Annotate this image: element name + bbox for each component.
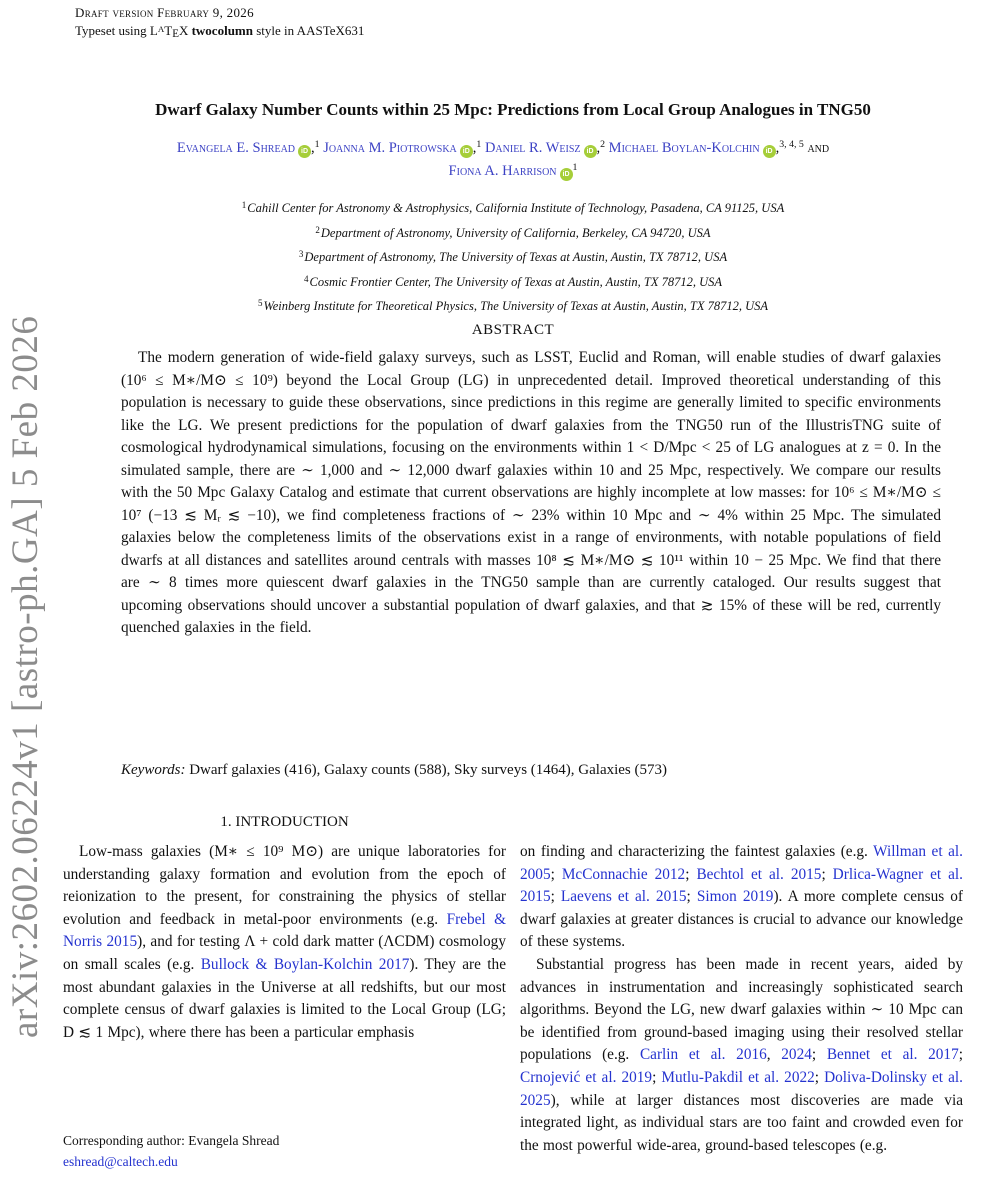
affiliation-number: 3	[298, 249, 304, 260]
author-list-line2	[63, 162, 963, 181]
text-segment: 1	[572, 162, 578, 173]
affiliation-5	[63, 293, 963, 318]
text-segment: ;	[550, 865, 562, 883]
keywords-label: Keywords:	[121, 762, 190, 778]
text-segment: Low-mass galaxies (M∗ ≤ 10⁹ M⊙) are unique laboratories for understanding galaxy formation and evolution from the epoch of reionization to the present, for constraining the physics of stellar evolution and feedback in metal-poor environments (e.g.	[63, 843, 506, 928]
text-segment: ). They are the most abundant galaxies in the Universe at all redshifts, but our most complete census of dwarf galaxies is limited to the Local Group (LG; D ≲ 1 Mpc), where there has been a particular emphasis	[63, 955, 506, 1041]
draft-header	[75, 4, 364, 43]
text-segment: ,	[775, 139, 780, 156]
citation-link[interactable]: Crnojević et al. 2019	[520, 1068, 653, 1086]
text-segment: ;	[550, 888, 561, 906]
keywords-line	[121, 762, 941, 779]
text-segment: 3, 4, 5	[779, 139, 804, 150]
text-segment: A	[157, 24, 165, 34]
affiliation-text: Weinberg Institute for Theoretical Physics, The University of Texas at Austin, Austin, TX 78712, USA	[263, 299, 769, 314]
citation-link[interactable]: 2024	[781, 1046, 812, 1064]
affiliation-2	[63, 220, 963, 245]
text-segment: ), while at larger distances most discoveries are made via integrated light, as individual stars are too faint and crowded even for the most powerful wide-area, ground-based telescopes (e.g.	[520, 1091, 963, 1154]
text-segment: T	[164, 22, 173, 38]
text-segment: ;	[814, 1068, 825, 1086]
citation-link[interactable]: Frebel & Norris 2015	[63, 910, 506, 951]
text-segment: 1	[314, 139, 320, 150]
arxiv-watermark: arXiv:2602.06224v1 [astro-ph.GA] 5 Feb 2026	[5, 315, 46, 1038]
orcid-icon[interactable]: iD	[763, 145, 776, 158]
paper-title: Dwarf Galaxy Number Counts within 25 Mpc: Predictions from Local Group Analogues in TNG50	[155, 100, 871, 119]
text-segment: ,	[596, 139, 601, 156]
text-segment: ;	[958, 1046, 963, 1064]
text-segment: ,	[311, 139, 315, 156]
text-segment: Michael Boylan-Kolchin	[605, 139, 760, 156]
affiliations-block	[63, 195, 963, 318]
section-1-heading: 1. INTRODUCTION	[220, 814, 349, 830]
citation-link[interactable]: McConnachie 2012	[561, 865, 686, 883]
orcid-icon[interactable]: iD	[298, 145, 311, 158]
citation-link[interactable]: Bullock & Boylan-Kolchin 2017	[200, 955, 410, 973]
corresponding-author-label: Corresponding author: Evangela Shread	[63, 1133, 280, 1148]
text-segment: and	[803, 139, 830, 156]
abstract-text: The modern generation of wide-field galaxy surveys, such as LSST, Euclid and Roman, will enable studies of dwarf galaxies (10⁶ ≤ M∗/M⊙ ≤ 10⁹) beyond the Local Group (LG) in unprecedented detail. Improved theoretical understanding of this population is necessary to guide these observations, since predictions in this regime are generally limited to specific environments like the LG. We present predictions for the population of dwarf galaxies from the TNG50 run of the IllustrisTNG suite of cosmological hydrodynamical simulations, focusing on the environments within 1 < D/Mpc < 25 of LG analogues at z = 0. In the simulated sample, there are ∼ 1,000 and ∼ 12,000 dwarf galaxies within 10 and 25 Mpc, respectively. We compare our results with the 50 Mpc Galaxy Catalog and estimate that current observations are highly incomplete at low masses: for 10⁶ ≤ M∗/M⊙ ≤ 10⁷ (−13 ≲ Mᵣ ≲ −10), we find completeness fractions of ∼ 23% within 10 Mpc and ∼ 4% within 25 Mpc. The simulated galaxies below the completeness limits of the observations exist in a range of environments, with notable populations of field dwarfs at all distances and satellites around centrals with masses 10⁸ ≲ M∗/M⊙ ≲ 10¹¹ within 10 − 25 Mpc. We find that there are ∼ 8 times more quiescent dwarf galaxies in the TNG50 sample than are currently cataloged. Our results suggest that upcoming observations should uncover a substantial population of dwarf galaxies, and that ≳ 15% of these will be red, currently quenched galaxies in the field.	[121, 349, 941, 636]
affiliation-number: 1	[241, 200, 247, 210]
corresponding-author-email[interactable]: eshread@caltech.edu	[63, 1154, 178, 1169]
text-segment: ). A more complete census of dwarf galaxies at greater distances is crucial to advance our knowledge of these systems.	[520, 888, 963, 951]
affiliation-number: 5	[257, 298, 263, 309]
affiliation-text: Department of Astronomy, The University of Texas at Austin, Austin, TX 78712, USA	[304, 250, 728, 265]
text-segment: ,	[472, 139, 477, 156]
affiliation-1	[63, 195, 963, 220]
text-segment: 2	[600, 139, 606, 150]
text-segment: E	[172, 27, 179, 40]
text-segment: ;	[686, 888, 697, 906]
text-segment: ), and for testing Λ + cold dark matter (ΛCDM) cosmology on small scales (e.g.	[63, 933, 506, 973]
text-segment: twocolumn	[191, 22, 253, 38]
text-segment: on finding and characterizing the faintest galaxies (e.g.	[520, 843, 874, 860]
intro-paragraph-2	[520, 954, 963, 1157]
text-segment: X	[178, 22, 192, 38]
affiliation-3	[63, 244, 963, 269]
text-segment: Substantial progress has been made in recent years, aided by advances in instrumentation and increasingly sophisticated search algorithms. Beyond the LG, new dwarf galaxies within ∼ 10 Mpc can be identified from ground-based imaging using their resolved stellar populations (e.g.	[520, 955, 963, 1064]
text-segment: Daniel R. Weisz	[481, 139, 581, 156]
text-segment: Joanna M. Piotrowska	[319, 139, 457, 156]
citation-link[interactable]: Willman et al. 2005	[520, 843, 963, 883]
orcid-icon[interactable]: iD	[584, 145, 597, 158]
citation-link[interactable]: Carlin et al. 2016	[639, 1046, 767, 1064]
draft-version-line: Draft version February 9, 2026	[75, 5, 254, 20]
text-segment: style in AASTeX631	[252, 22, 365, 38]
intro-paragraph-1-continued	[520, 841, 963, 954]
text-segment: ;	[652, 1068, 662, 1086]
text-segment: Typeset using L	[75, 22, 158, 38]
typeset-note-line	[75, 21, 364, 43]
intro-paragraph-1	[63, 841, 506, 1044]
citation-link[interactable]: Doliva-Dolinsky et al. 2025	[520, 1068, 963, 1109]
citation-link[interactable]: Mutlu-Pakdil et al. 2022	[661, 1068, 815, 1086]
text-segment: Fiona A. Harrison	[448, 162, 557, 179]
left-column	[63, 841, 506, 1044]
text-segment: 1	[476, 139, 482, 150]
right-column	[520, 841, 963, 1200]
text-segment: ;	[811, 1046, 827, 1064]
affiliation-4	[63, 269, 963, 294]
text-segment: Evangela E. Shread	[176, 139, 296, 156]
keywords-text: Dwarf galaxies (416), Galaxy counts (588), Sky surveys (1464), Galaxies (573)	[189, 762, 667, 778]
orcid-icon[interactable]: iD	[460, 145, 473, 158]
affiliation-text: Cahill Center for Astronomy & Astrophysics, California Institute of Technology, Pasadena, CA 91125, USA	[247, 201, 785, 216]
affiliation-text: Department of Astronomy, University of California, Berkeley, CA 94720, USA	[320, 225, 711, 240]
text-segment: ,	[766, 1046, 782, 1064]
affiliation-number: 4	[304, 273, 309, 284]
citation-link[interactable]: Drlica-Wagner et al. 2015	[520, 865, 963, 906]
corresponding-author-block	[63, 1130, 506, 1172]
text-segment: ;	[685, 865, 697, 883]
author-list-line1	[30, 139, 976, 158]
text-segment: ;	[821, 865, 833, 883]
abstract-heading: ABSTRACT	[471, 322, 555, 338]
citation-link[interactable]: Bennet et al. 2017	[826, 1046, 959, 1064]
orcid-icon[interactable]: iD	[560, 168, 573, 181]
affiliation-text: Cosmic Frontier Center, The University of Texas at Austin, Austin, TX 78712, USA	[309, 274, 722, 289]
citation-link[interactable]: Bechtol et al. 2015	[696, 865, 822, 883]
citation-link[interactable]: Simon 2019	[696, 888, 774, 906]
affiliation-number: 2	[315, 224, 320, 235]
citation-link[interactable]: Laevens et al. 2015	[560, 888, 687, 906]
